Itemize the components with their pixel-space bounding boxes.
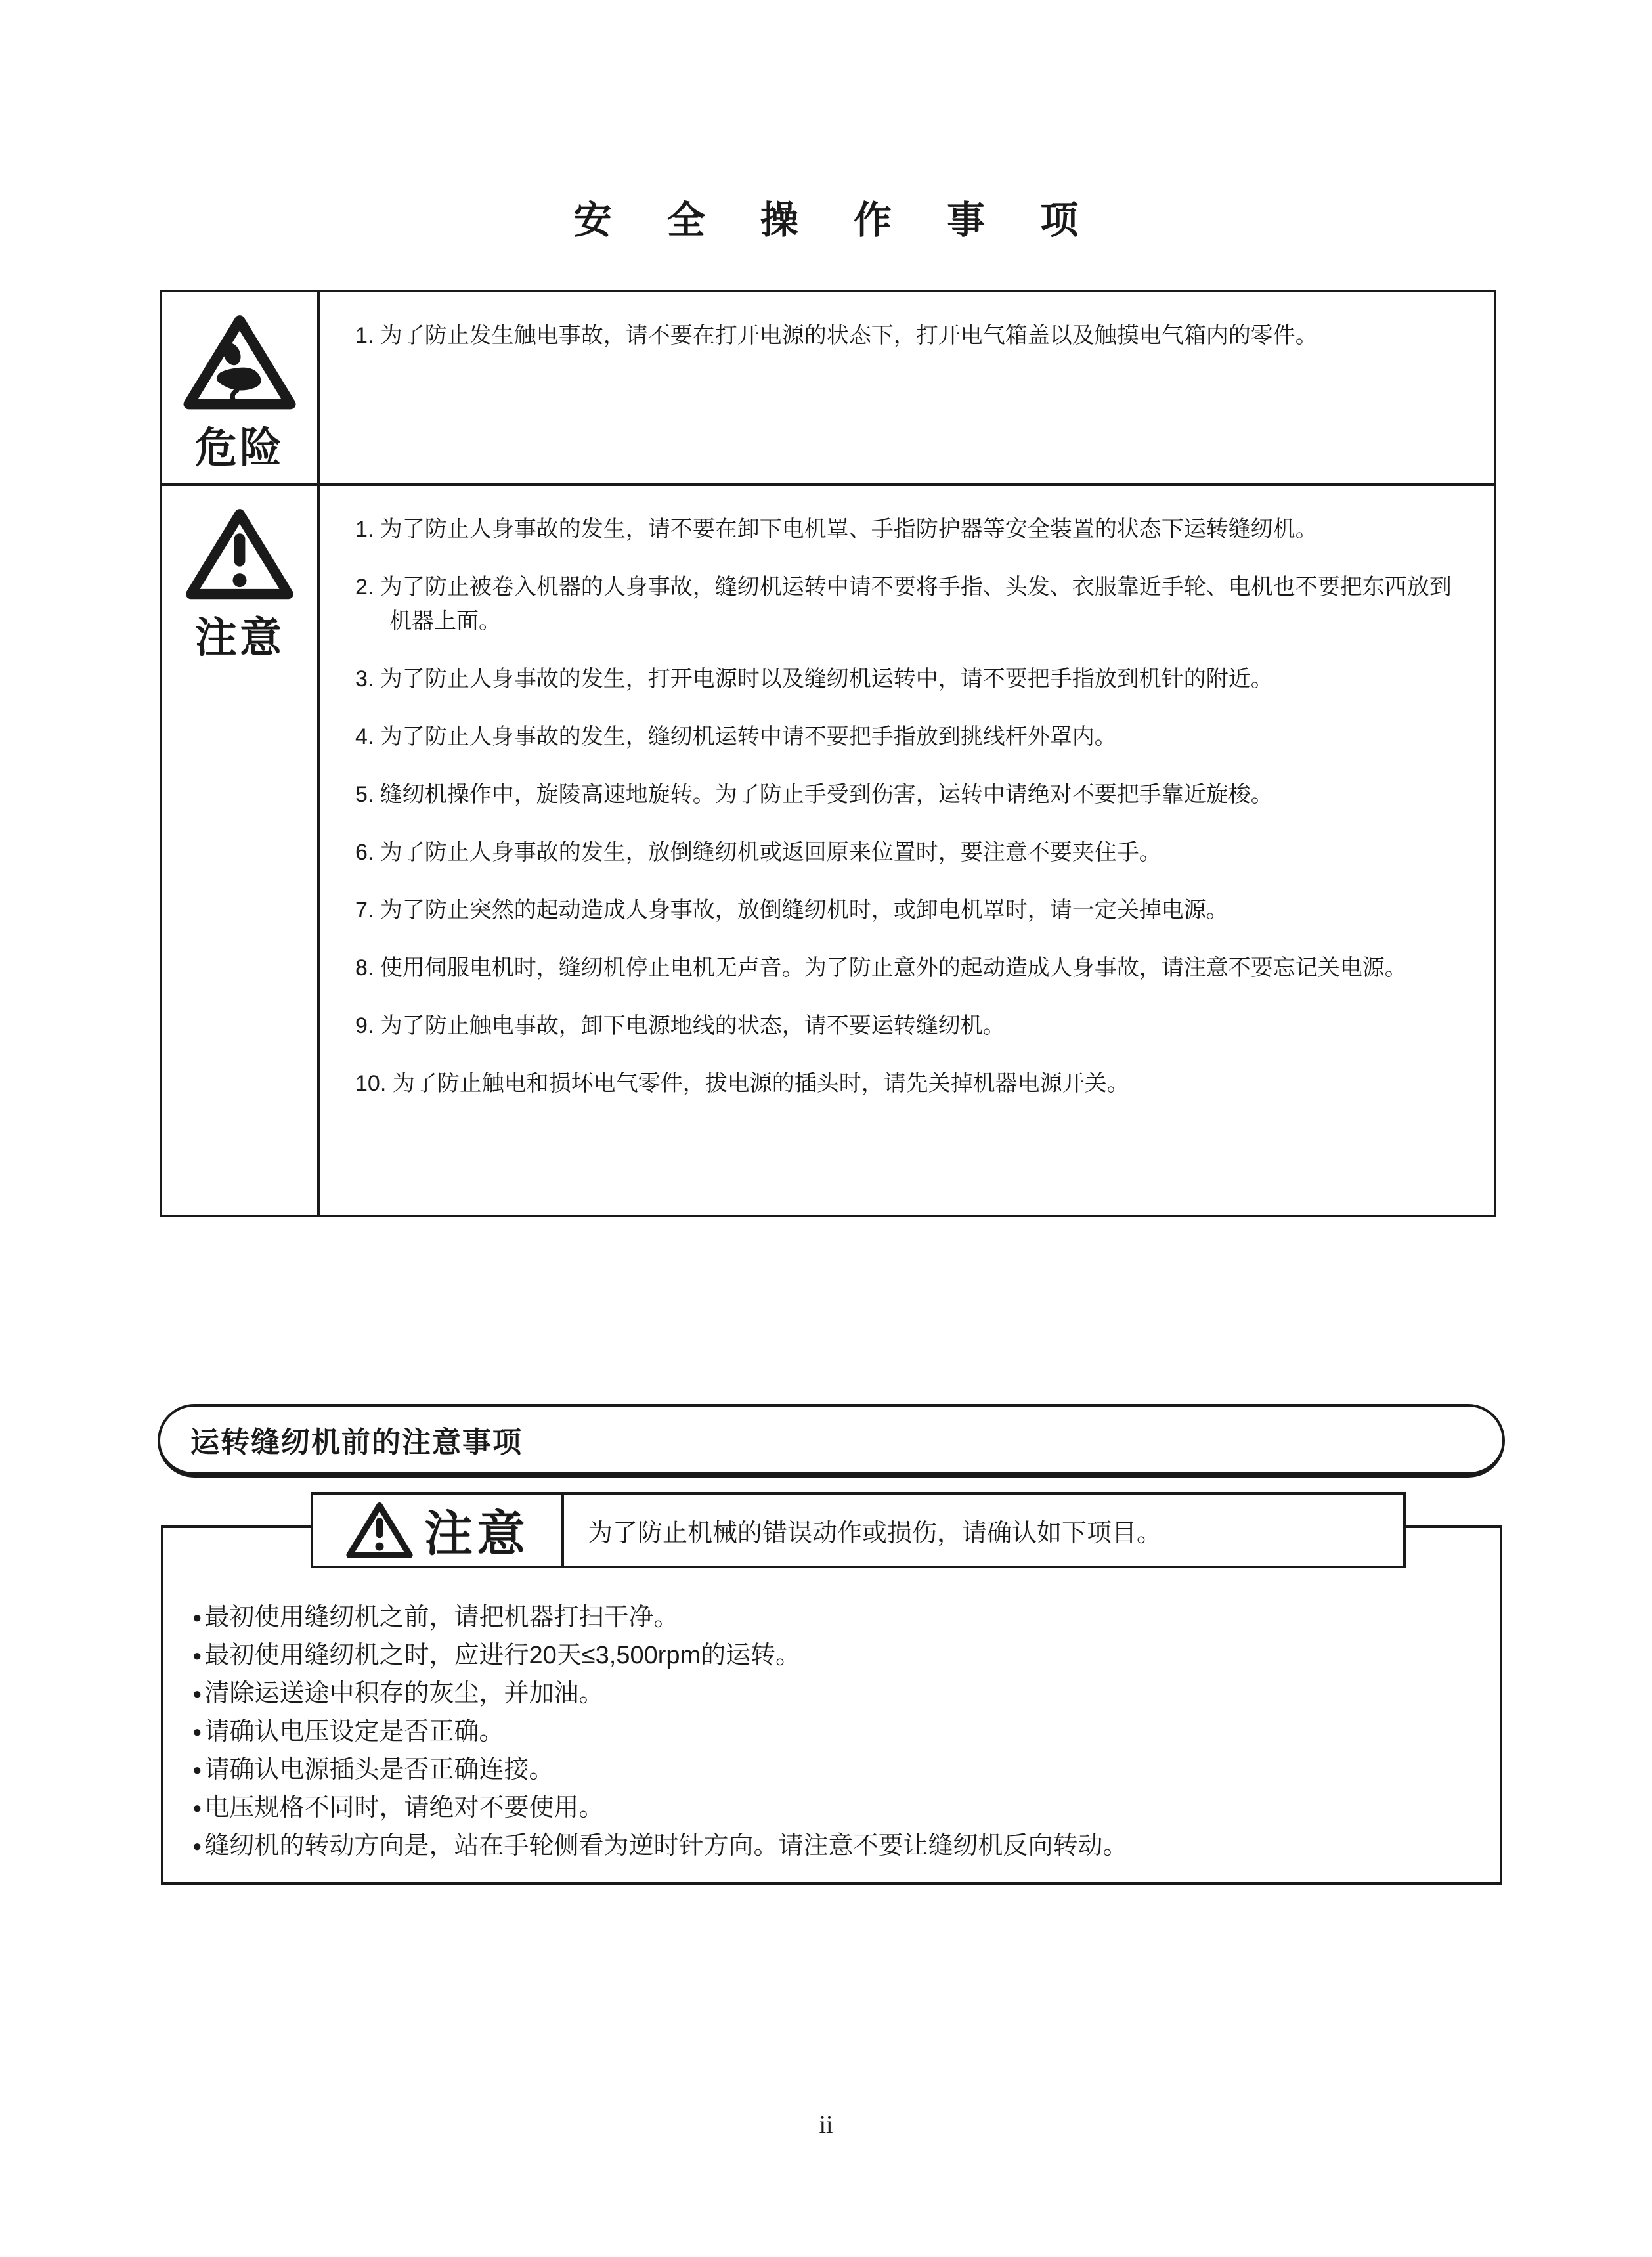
precaution-list-item: ● 电压规格不同时，请绝对不要使用。 (192, 1795, 1476, 1822)
electric-shock-warning-triangle-icon (182, 312, 297, 412)
section-header-pill (158, 1404, 1505, 1478)
caution-banner-sign (313, 1495, 564, 1566)
danger-item: 1. 为了防止发生触电事故，请不要在打开电源的状态下，打开电气箱盖以及触摸电气箱内的零件。 (355, 323, 1318, 348)
precaution-list-item: ● 请确认电压设定是否正确。 (192, 1719, 1476, 1745)
danger-label: 危险 (195, 424, 284, 471)
precaution-list-item: ● 请确认电源插头是否正确连接。 (192, 1757, 1476, 1784)
caution-banner-text: 为了防止机械的错误动作或损伤，请确认如下项目。 (588, 1519, 1162, 1547)
caution-item: 9. 为了防止触电事故，卸下电源地线的状态，请不要运转缝纫机。 (355, 1013, 1005, 1038)
caution-item: 7. 为了防止突然的起动造成人身事故，放倒缝纫机时，或卸电机罩时，请一定关掉电源。 (355, 898, 1228, 923)
caution-item: 2. 为了防止被卷入机器的人身事故，缝纫机运转中请不要将手指、头发、衣服靠近手轮、电机也不要把东西放到机器上面。 (355, 575, 1452, 634)
precaution-list (192, 1604, 1476, 1871)
danger-items (320, 292, 1494, 483)
caution-items (320, 486, 1494, 1215)
precaution-list-item: ● 清除运送途中积存的灰尘，并加油。 (192, 1680, 1476, 1707)
exclamation-warning-triangle-icon (345, 1501, 414, 1560)
caution-item: 6. 为了防止人身事故的发生，放倒缝纫机或返回原来位置时，要注意不要夹住手。 (355, 840, 1162, 865)
caution-item: 8. 使用伺服电机时，缝纫机停止电机无声音。为了防止意外的起动造成人身事故，请注意不要忘记关电源。 (355, 955, 1407, 980)
precaution-list-item: ● 最初使用缝纫机之时，应进行20天≤3,500rpm的运转。 (192, 1642, 1476, 1669)
caution-label: 注意 (195, 614, 284, 661)
caution-item: 1. 为了防止人身事故的发生，请不要在卸下电机罩、手指防护器等安全装置的状态下运转缝纫机。 (355, 517, 1318, 542)
precaution-list-item: ● 缝纫机的转动方向是，站在手轮侧看为逆时针方向。请注意不要让缝纫机反向转动。 (192, 1833, 1476, 1860)
section-header-text: 运转缝纫机前的注意事项 (190, 1426, 523, 1458)
precaution-box (161, 1506, 1502, 1885)
caution-item: 10. 为了防止触电和损坏电气零件，拔电源的插头时，请先关掉机器电源开关。 (355, 1071, 1129, 1096)
page-title: 安 全 操 作 事 项 (573, 199, 1101, 242)
page-number: ii (819, 2111, 833, 2139)
danger-sign-cell (162, 292, 320, 483)
caution-item: 3. 为了防止人身事故的发生，打开电源时以及缝纫机运转中，请不要把手指放到机针的附近。 (355, 667, 1273, 691)
caution-banner (311, 1492, 1406, 1568)
caution-item: 4. 为了防止人身事故的发生，缝纫机运转中请不要把手指放到挑线杆外罩内。 (355, 724, 1117, 749)
precaution-list-item: ● 最初使用缝纫机之前，请把机器打扫干净。 (192, 1604, 1476, 1631)
caution-row (162, 486, 1494, 1215)
danger-row (162, 292, 1494, 486)
caution-item: 5. 缝纫机操作中，旋陵高速地旋转。为了防止手受到伤害，运转中请绝对不要把手靠近旋梭。 (355, 782, 1273, 807)
caution-sign-cell (162, 486, 320, 1215)
caution-banner-label: 注意 (424, 1506, 529, 1561)
exclamation-warning-triangle-icon (185, 506, 295, 602)
safety-table (160, 290, 1496, 1217)
